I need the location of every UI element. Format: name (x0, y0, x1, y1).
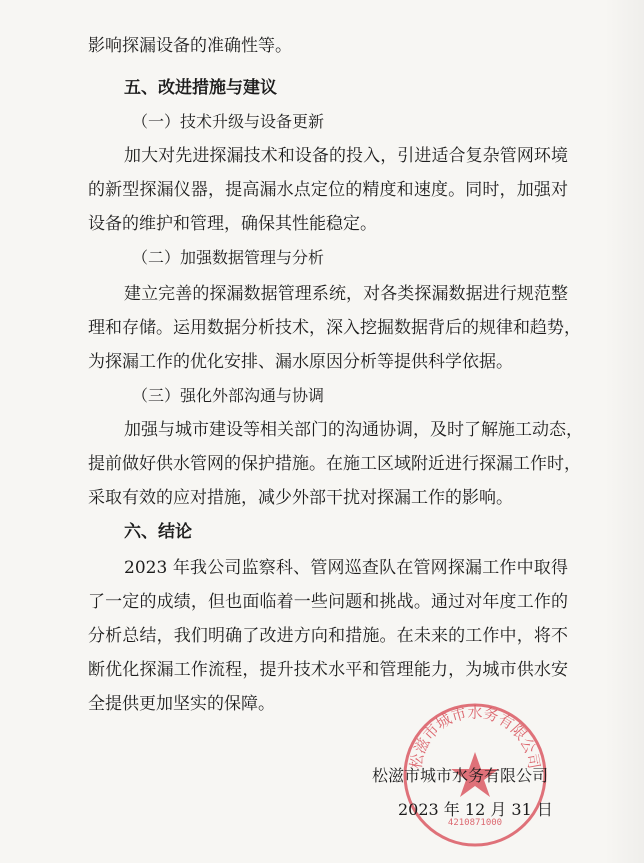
section6-title: 六、结论 (124, 522, 192, 542)
sub1-title: （一）技术升级与设备更新 (132, 112, 325, 131)
sub3-title: （三）强化外部沟通与协调 (132, 386, 325, 405)
section5-title: 五、改进措施与建议 (124, 78, 277, 98)
paragraph-line: 断优化探漏工作流程，提升技术水平和管理能力，为城市供水安 (88, 660, 568, 680)
seal-code: 4210871000 (447, 818, 503, 828)
paragraph-line: 加强与城市建设等相关部门的沟通协调，及时了解施工动态， (124, 420, 583, 440)
seal-ring-text: 松滋市城市水务有限公司 (406, 703, 544, 771)
paragraph-line: 全提供更加坚实的保障。 (88, 694, 275, 714)
paragraph-line: 的新型探漏仪器，提高漏水点定位的精度和速度。同时，加强对 (88, 180, 568, 200)
signature-org: 松滋市城市水务有限公司 (372, 766, 549, 785)
paragraph-line: 了一定的成绩，但也面临着一些问题和挑战。通过对年度工作的 (88, 592, 568, 612)
paragraph-line: 2023 年我公司监察科、管网巡查队在管网探漏工作中取得 (124, 558, 568, 578)
top-line: 影响探漏设备的准确性等。 (88, 36, 292, 56)
page-shadow (604, 0, 644, 863)
sub2-title: （二）加强数据管理与分析 (132, 248, 325, 267)
signature-date: 2023 年 12 月 31 日 (398, 800, 553, 819)
paragraph-line: 设备的维护和管理，确保其性能稳定。 (88, 214, 377, 234)
paragraph-line: 分析总结，我们明确了改进方向和措施。在未来的工作中，将不 (88, 626, 568, 646)
paragraph-line: 为探漏工作的优化安排、漏水原因分析等提供科学依据。 (88, 352, 513, 372)
paragraph-line: 加大对先进探漏技术和设备的投入，引进适合复杂管网环境 (124, 146, 568, 166)
paragraph-line: 理和存储。运用数据分析技术，深入挖掘数据背后的规律和趋势， (88, 318, 581, 338)
paragraph-line: 采取有效的应对措施，减少外部干扰对探漏工作的影响。 (88, 488, 513, 508)
paragraph-line: 提前做好供水管网的保护措施。在施工区域附近进行探漏工作时， (88, 454, 581, 474)
paragraph-line: 建立完善的探漏数据管理系统，对各类探漏数据进行规范整 (124, 284, 568, 304)
